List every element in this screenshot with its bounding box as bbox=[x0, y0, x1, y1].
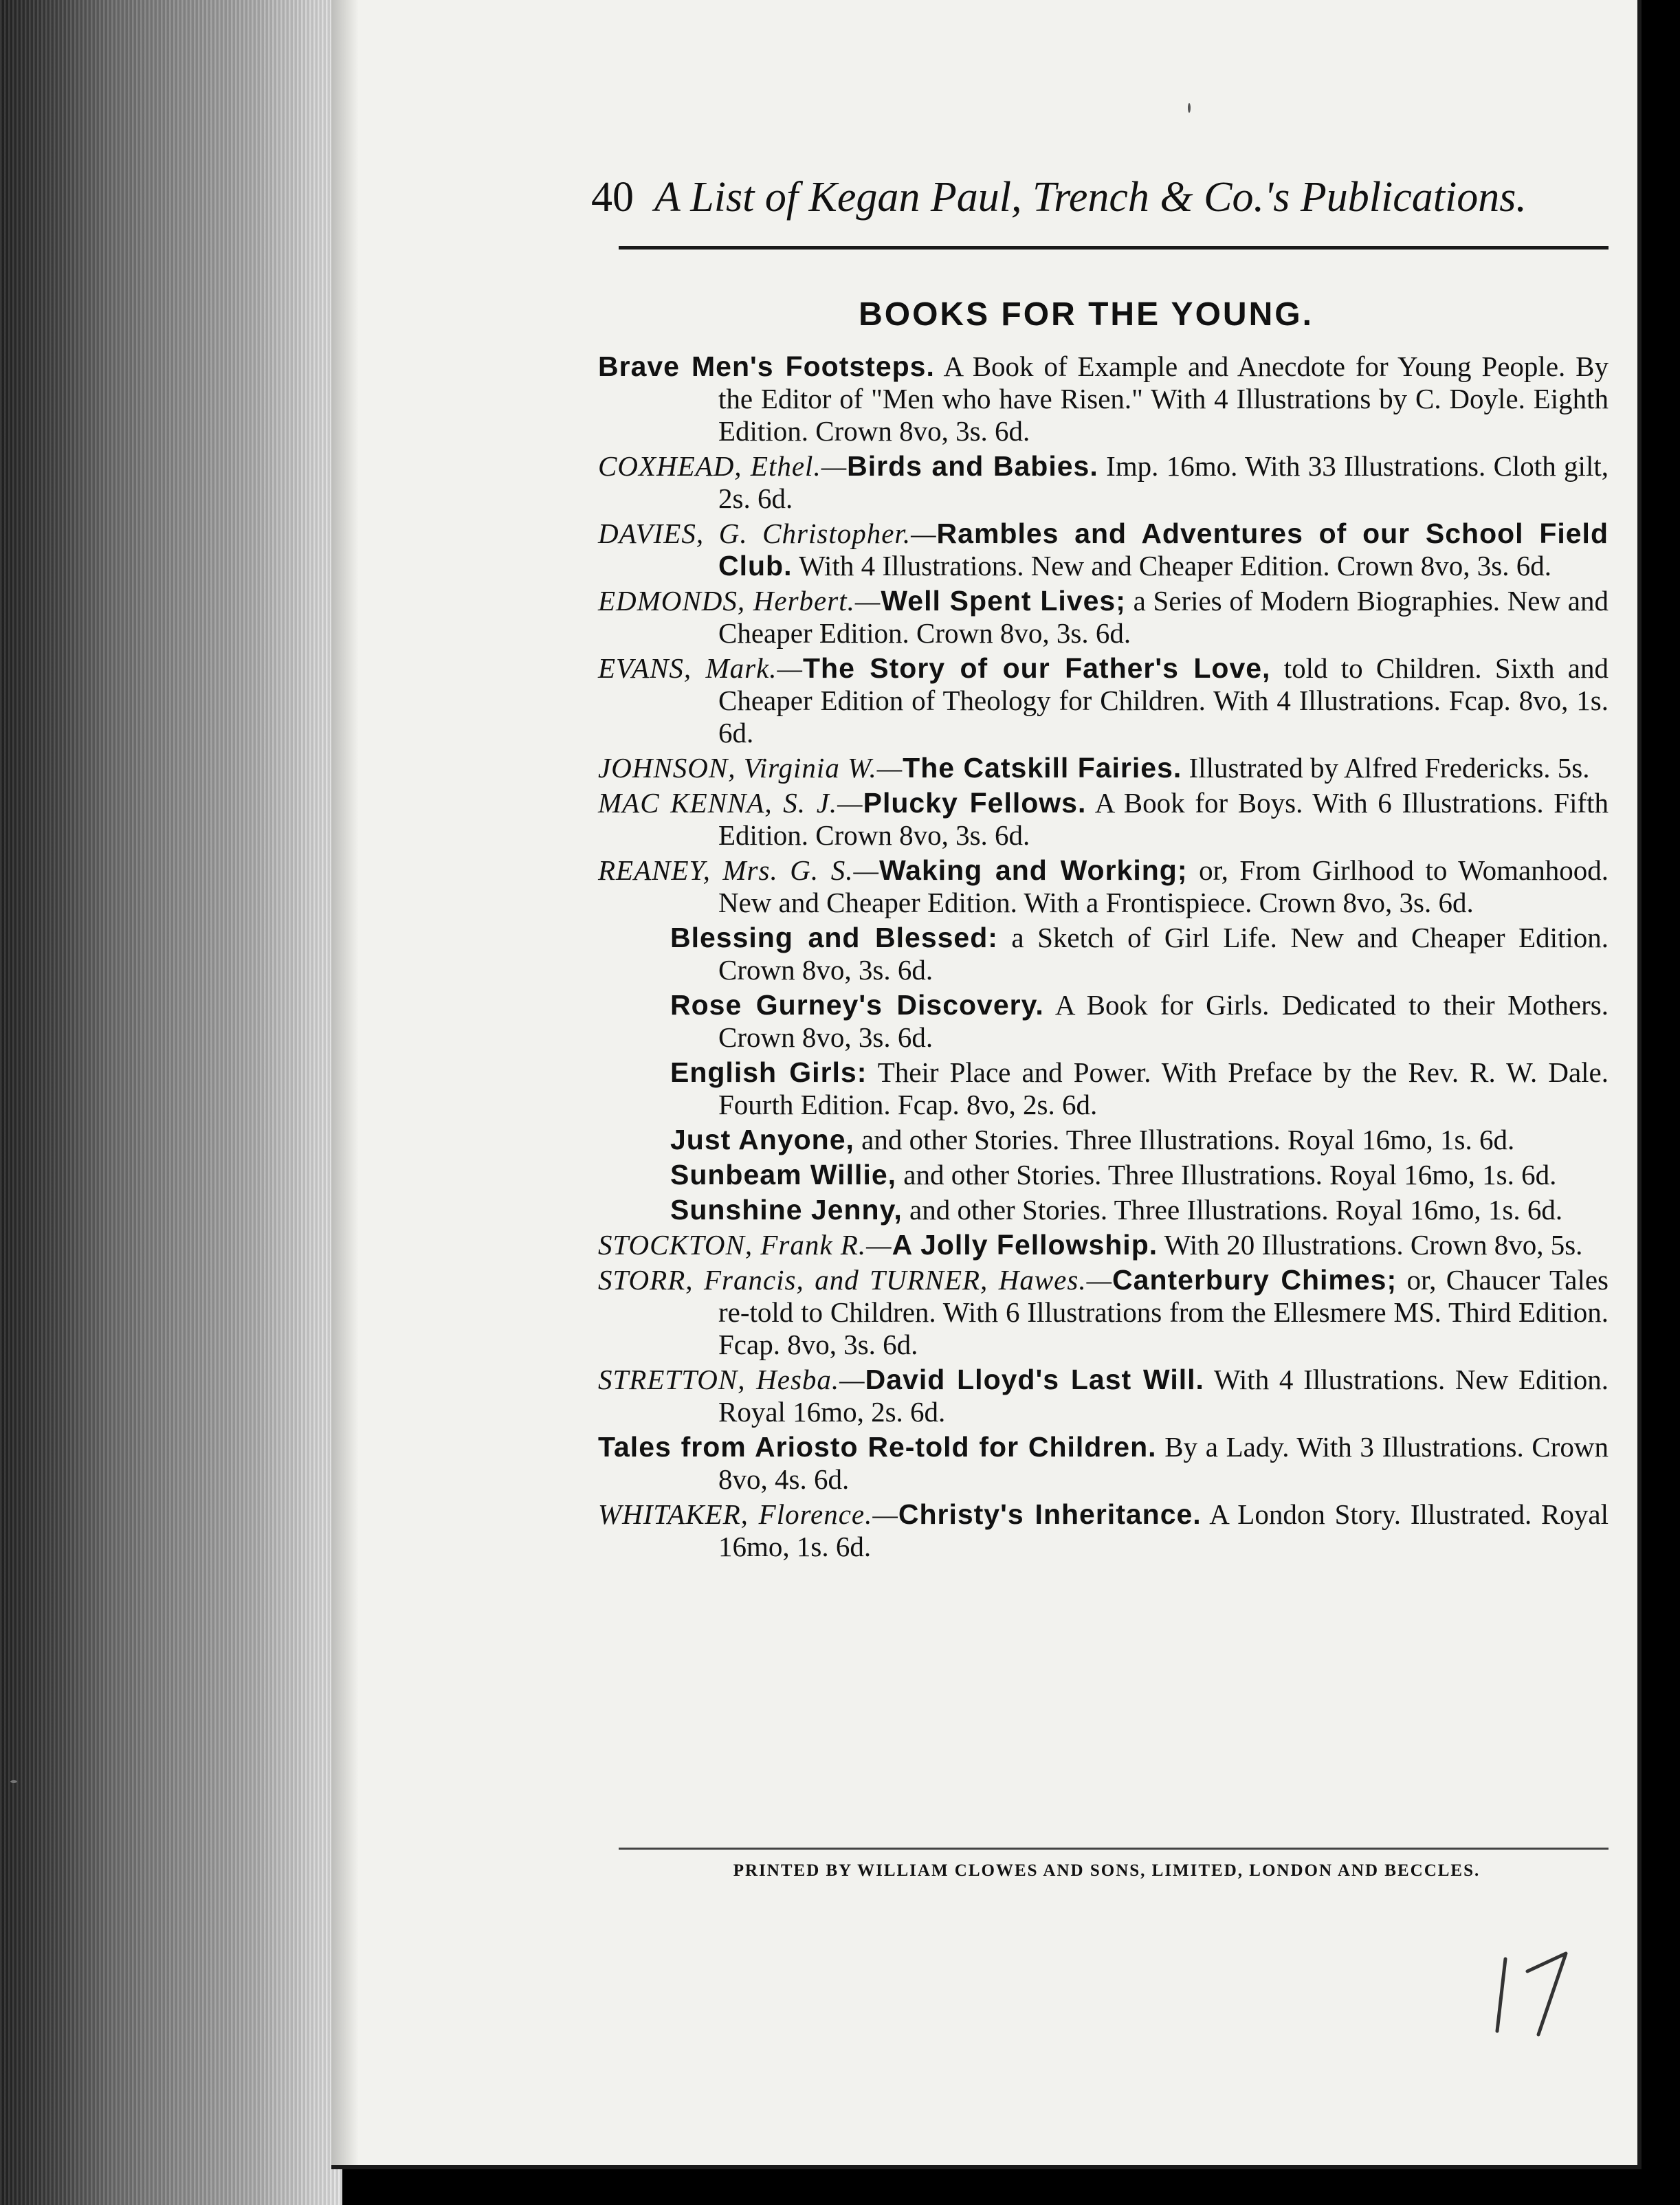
book-entry bbox=[598, 1056, 1609, 1121]
entry-title: English Girls: bbox=[670, 1056, 867, 1088]
entry-title: Tales from Ariosto Re-told for Children. bbox=[598, 1431, 1157, 1463]
book-entry bbox=[598, 351, 1609, 447]
book-entry bbox=[598, 450, 1609, 515]
entry-title: Brave Men's Footsteps. bbox=[598, 351, 935, 382]
entry-details: or, Chaucer Tales re-told to Children. With 6 Illustrations from the Ellesmere MS. Third Edition. Fcap. 8vo, 3s. 6d. bbox=[718, 1264, 1609, 1360]
printer-imprint: PRINTED BY WILLIAM CLOWES AND SONS, LIMITED, LONDON AND BECCLES. bbox=[733, 1861, 1481, 1880]
entry-details: With 20 Illustrations. Crown 8vo, 5s. bbox=[1158, 1229, 1583, 1261]
entry-author: REANEY, Mrs. G. S.— bbox=[598, 854, 879, 886]
entry-title: Rose Gurney's Discovery. bbox=[670, 989, 1044, 1021]
entry-details: a Sketch of Girl Life. New and Cheaper Edition. Crown 8vo, 3s. 6d. bbox=[718, 922, 1609, 986]
entry-details: or, From Girlhood to Womanhood. New and Cheaper Edition. With a Frontispiece. Crown 8vo, 3s. 6d. bbox=[718, 854, 1609, 918]
entry-title: Canterbury Chimes; bbox=[1112, 1264, 1397, 1296]
entry-details: Imp. 16mo. With 33 Illustrations. Cloth gilt, 2s. 6d. bbox=[718, 450, 1609, 514]
entry-author: COXHEAD, Ethel.— bbox=[598, 450, 848, 482]
entry-title: Blessing and Blessed: bbox=[670, 922, 998, 953]
book-entry bbox=[598, 1194, 1609, 1226]
entry-details: A Book for Girls. Dedicated to their Mothers. Crown 8vo, 3s. 6d. bbox=[718, 989, 1609, 1053]
header-rule bbox=[619, 246, 1609, 250]
section-title: BOOKS FOR THE YOUNG. bbox=[859, 296, 1314, 333]
book-entry bbox=[598, 1264, 1609, 1361]
entry-author: STORR, Francis, and TURNER, Hawes.— bbox=[598, 1264, 1113, 1296]
book-entry bbox=[598, 652, 1609, 749]
book-entry bbox=[598, 1364, 1609, 1428]
book-entry bbox=[598, 1159, 1609, 1191]
book-entry bbox=[598, 989, 1609, 1054]
entry-title: The Story of our Father's Love, bbox=[802, 652, 1271, 684]
entry-details: A Book of Example and Anecdote for Young People. By the Editor of "Men who have Risen." With 4 Illustrations by C. Doyle. Eighth Edition. Crown 8vo, 3s. 6d. bbox=[718, 351, 1609, 447]
book-entry bbox=[598, 585, 1609, 650]
gutter-shadow bbox=[331, 0, 359, 2165]
entry-title: The Catskill Fairies. bbox=[903, 752, 1182, 784]
speck bbox=[10, 1780, 17, 1783]
entry-title: Christy's Inheritance. bbox=[898, 1498, 1202, 1530]
entry-details: With 4 Illustrations. New Edition. Royal 16mo, 2s. 6d. bbox=[718, 1364, 1609, 1428]
entry-details: and other Stories. Three Illustrations. Royal 16mo, 1s. 6d. bbox=[902, 1194, 1563, 1226]
entry-title: Waking and Working; bbox=[878, 854, 1188, 886]
speck bbox=[1188, 103, 1191, 113]
entry-title: Sunshine Jenny, bbox=[670, 1194, 903, 1226]
entry-title: Birds and Babies. bbox=[847, 450, 1098, 482]
page-number: 40 bbox=[591, 174, 634, 221]
book-entry bbox=[598, 1229, 1609, 1261]
book-entry bbox=[598, 854, 1609, 919]
book-entry bbox=[598, 752, 1609, 784]
entry-title: Sunbeam Willie, bbox=[670, 1159, 897, 1190]
book-entry bbox=[598, 1431, 1609, 1496]
entry-title: Just Anyone, bbox=[670, 1124, 854, 1155]
entry-author: STRETTON, Hesba.— bbox=[598, 1364, 865, 1395]
book-entry bbox=[598, 922, 1609, 986]
entry-details: a Series of Modern Biographies. New and Cheaper Edition. Crown 8vo, 3s. 6d. bbox=[718, 585, 1609, 649]
running-title: A List of Kegan Paul, Trench & Co.'s Publications. bbox=[654, 174, 1527, 221]
entry-details: By a Lady. With 3 Illustrations. Crown 8vo, 4s. 6d. bbox=[718, 1431, 1609, 1495]
entry-details: A London Story. Illustrated. Royal 16mo, 1s. 6d. bbox=[718, 1498, 1609, 1562]
entry-author: JOHNSON, Virginia W.— bbox=[598, 752, 903, 784]
entry-author: EDMONDS, Herbert.— bbox=[598, 585, 881, 617]
entry-author: WHITAKER, Florence.— bbox=[598, 1498, 898, 1530]
entry-author: MAC KENNA, S. J.— bbox=[598, 787, 863, 819]
entry-title: A Jolly Fellowship. bbox=[892, 1229, 1158, 1261]
entry-details: Illustrated by Alfred Fredericks. 5s. bbox=[1182, 752, 1590, 784]
entry-details: Their Place and Power. With Preface by the Rev. R. W. Dale. Fourth Edition. Fcap. 8vo, 2s. 6d. bbox=[718, 1056, 1609, 1120]
entry-title: David Lloyd's Last Will. bbox=[865, 1364, 1204, 1395]
entry-title: Rambles and Adventures of our School Field Club. bbox=[718, 518, 1609, 581]
book-page-edges bbox=[0, 0, 342, 2205]
entry-details: and other Stories. Three Illustrations. Royal 16mo, 1s. 6d. bbox=[854, 1124, 1515, 1155]
entry-author: DAVIES, G. Christopher.— bbox=[598, 518, 937, 549]
entry-details: With 4 Illustrations. New and Cheaper Edition. Crown 8vo, 3s. 6d. bbox=[792, 550, 1551, 581]
handwritten-folio-mark bbox=[1485, 1945, 1581, 2041]
book-list bbox=[598, 351, 1609, 1566]
entry-details: A Book for Boys. With 6 Illustrations. Fifth Edition. Crown 8vo, 3s. 6d. bbox=[718, 787, 1609, 851]
entry-title: Plucky Fellows. bbox=[863, 787, 1087, 819]
entry-details: told to Children. Sixth and Cheaper Edition of Theology for Children. With 4 Illustrations. Fcap. 8vo, 1s. 6d. bbox=[718, 652, 1609, 749]
book-entry bbox=[598, 518, 1609, 582]
book-entry bbox=[598, 1124, 1609, 1156]
footer-rule bbox=[619, 1848, 1609, 1850]
entry-author: STOCKTON, Frank R.— bbox=[598, 1229, 892, 1261]
running-header bbox=[591, 173, 1609, 228]
book-entry bbox=[598, 787, 1609, 852]
entry-title: Well Spent Lives; bbox=[881, 585, 1126, 617]
entry-details: and other Stories. Three Illustrations. Royal 16mo, 1s. 6d. bbox=[896, 1159, 1557, 1190]
entry-author: EVANS, Mark.— bbox=[598, 652, 803, 684]
book-entry bbox=[598, 1498, 1609, 1563]
